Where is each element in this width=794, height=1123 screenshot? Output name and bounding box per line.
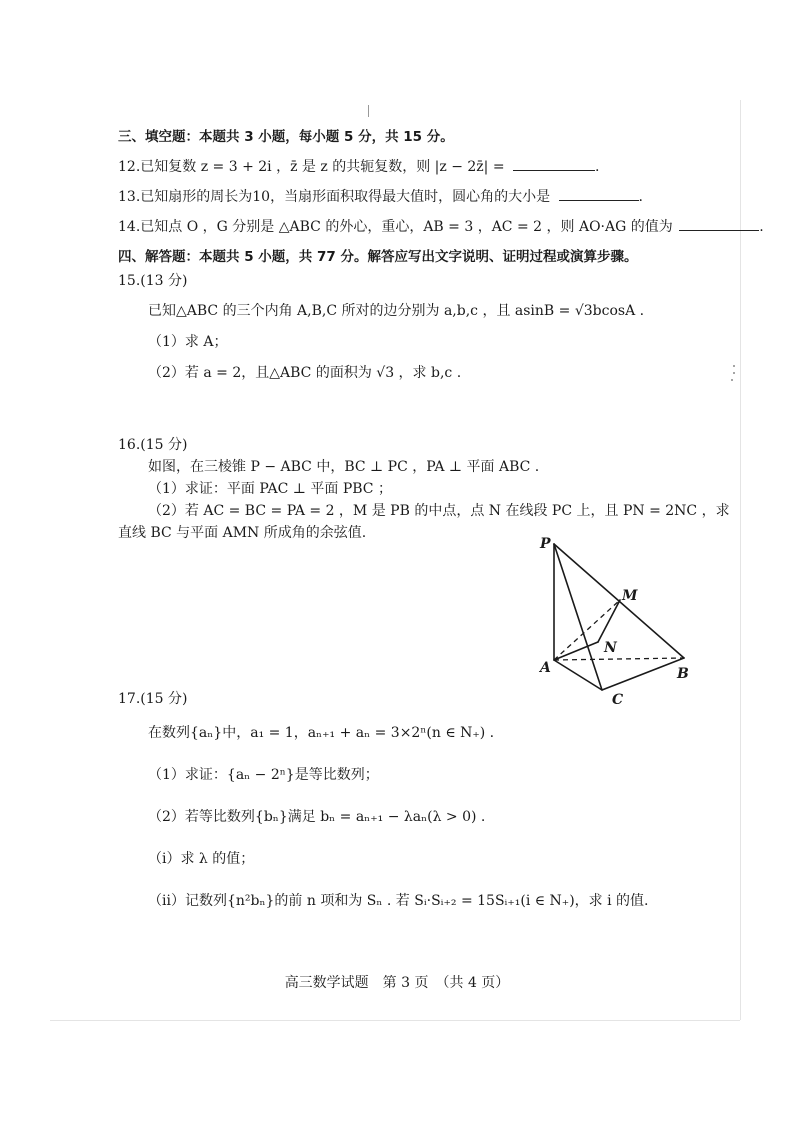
question-15-header: 15.(13 分) — [118, 273, 188, 289]
question-17-sub-2: （ⅱ）记数列{n²bₙ}的前 n 项和为 Sₙ . 若 Sᵢ·Sᵢ₊₂ = 15Sᵢ₊₁(i ∈ N₊)，求 i 的值. — [148, 893, 649, 909]
question-12-text: 12.已知复数 z = 3 + 2i ，z̄ 是 z 的共轭复数，则 |z − 2z̄| = — [118, 159, 505, 175]
question-13-text: 13.已知扇形的周长为10，当扇形面积取得最大值时，圆心角的大小是 — [118, 189, 551, 205]
question-15-stem: 已知△ABC 的三个内角 A,B,C 所对的边分别为 a,b,c ，且 asinB = √3bcosA . — [148, 303, 645, 319]
question-13-end: . — [638, 189, 643, 205]
edge-CB — [602, 658, 684, 690]
question-17-part-2: （2）若等比数列{bₙ}满足 bₙ = aₙ₊₁ − λaₙ(λ > 0) . — [148, 809, 486, 825]
label-P: P — [540, 536, 551, 552]
question-17-part-1: （1）求证：{aₙ − 2ⁿ}是等比数列； — [148, 767, 379, 783]
page-border-bottom — [50, 1020, 740, 1021]
question-17-sub-1: （ⅰ）求 λ 的值； — [148, 851, 255, 867]
section-4-heading: 四、解答题：本题共 5 小题，共 77 分。解答应写出文字说明、证明过程或演算步骤。 — [118, 249, 638, 265]
question-15-part-2: （2）若 a = 2，且△ABC 的面积为 √3 ，求 b,c . — [148, 365, 462, 381]
question-15-part-1: （1）求 A； — [148, 334, 228, 350]
label-M: M — [622, 588, 638, 604]
label-B: B — [677, 666, 689, 682]
question-14-text: 14.已知点 O ，G 分别是 △ABC 的外心，重心，AB = 3 ，AC = 2 ，则 AO·AG 的值为 — [118, 219, 673, 235]
answer-blank-12[interactable] — [513, 158, 595, 171]
question-14-end: . — [759, 219, 764, 235]
scan-dot — [733, 365, 735, 367]
label-A: A — [540, 660, 551, 676]
scan-mark — [368, 105, 369, 117]
answer-blank-14[interactable] — [679, 218, 759, 231]
section-3-heading: 三、填空题：本题共 3 小题，每小题 5 分，共 15 分。 — [118, 129, 454, 145]
scan-dot — [733, 372, 735, 374]
label-C: C — [612, 692, 624, 708]
edge-AC — [554, 660, 602, 690]
question-12 — [118, 158, 599, 176]
question-16-header: 16.(15 分) — [118, 437, 188, 453]
scan-dot — [731, 379, 733, 381]
edge-NM — [598, 600, 620, 642]
question-16-part-2b: 直线 BC 与平面 AMN 所成角的余弦值. — [118, 525, 367, 541]
answer-blank-13[interactable] — [559, 188, 639, 201]
page-border-right — [740, 100, 741, 1020]
question-17-stem: 在数列{aₙ}中，a₁ = 1，aₙ₊₁ + aₙ = 3×2ⁿ(n ∈ N₊) . — [148, 725, 495, 741]
question-17-header: 17.(15 分) — [118, 691, 188, 707]
page-footer: 高三数学试题 第 3 页 （共 4 页） — [284, 975, 510, 991]
question-12-end: . — [595, 159, 600, 175]
question-13 — [118, 188, 643, 206]
edge-AB-hidden — [554, 658, 684, 660]
question-16-stem: 如图，在三棱锥 P − ABC 中，BC ⊥ PC ，PA ⊥ 平面 ABC . — [148, 459, 540, 475]
question-14 — [118, 218, 764, 236]
label-N: N — [604, 640, 617, 656]
pyramid-figure — [530, 530, 700, 710]
question-16-part-2a: （2）若 AC = BC = PA = 2 ，M 是 PB 的中点，点 N 在线段 PC 上，且 PN = 2NC ，求 — [148, 503, 730, 519]
question-16-part-1: （1）求证：平面 PAC ⊥ 平面 PBC ； — [148, 481, 392, 497]
